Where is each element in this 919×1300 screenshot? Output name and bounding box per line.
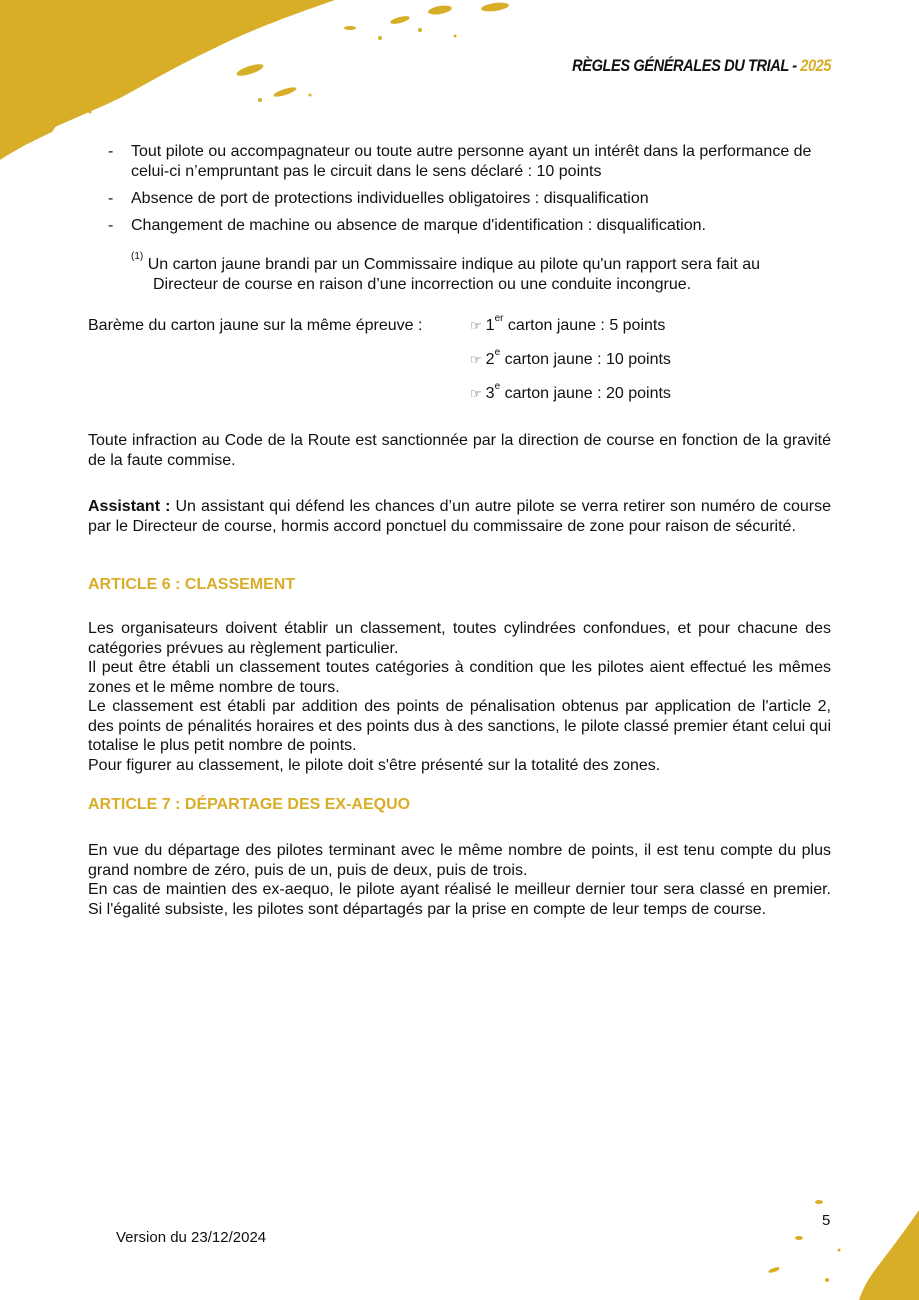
card-penalty: carton jaune : 5 points <box>503 317 666 334</box>
bullet-dash: - <box>108 190 114 207</box>
card-ordinal: e <box>494 347 501 358</box>
document-header-title <box>572 56 831 76</box>
card-number: 3 <box>485 385 495 402</box>
card-penalty: carton jaune : 10 points <box>500 351 671 368</box>
pointing-hand-icon: ☞ <box>470 386 482 401</box>
article-7-paragraph-1: En vue du départage des pilotes terminant avec le même nombre de points, il est tenu compte du plus grand nombre de zéro, puis de un, puis de deux, puis de trois. <box>88 842 831 879</box>
card-penalty: carton jaune : 20 points <box>500 385 671 402</box>
brush-stroke-bottom-right <box>759 1190 919 1300</box>
road-code-paragraph: Toute infraction au Code de la Route est sanctionnée par la direction de course en fonction de la gravité de la faute commise. <box>88 432 831 469</box>
assistant-text: Un assistant qui défend les chances d’un autre pilote se verra retirer son numéro de course par le Directeur de course, hormis accord ponctuel du commissaire de zone pour raison de sécurité. <box>88 498 832 535</box>
footnote-line2: Directeur de course en raison d’une incorrection ou une conduite incongrue. <box>153 275 692 293</box>
list-item <box>108 142 832 181</box>
article-6-paragraph-1: Les organisateurs doivent établir un classement, toutes cylindrées confondues, et pour chacune des catégories prévues au règlement particulier. <box>88 620 831 657</box>
pointing-hand-icon: ☞ <box>470 352 482 367</box>
article-7-heading: ARTICLE 7 : DÉPARTAGE DES EX-AEQUO <box>88 796 411 813</box>
footnote-marker: (1) <box>131 251 144 262</box>
footnote <box>131 251 831 294</box>
yellow-card-item <box>470 381 671 404</box>
header-title-year: 2025 <box>800 56 831 75</box>
bullet-dash: - <box>108 143 114 160</box>
card-number: 1 <box>485 317 495 334</box>
article-6-heading: ARTICLE 6 : CLASSEMENT <box>88 576 296 593</box>
list-item <box>108 216 832 236</box>
page-number: 5 <box>822 1212 831 1229</box>
bullet-text: Tout pilote ou accompagnateur ou toute autre personne ayant un intérêt dans la performance de celui-ci n’empruntant pas le circuit dans le sens déclaré : 10 points <box>131 143 812 180</box>
yellow-card-item <box>470 347 671 370</box>
pointing-hand-icon: ☞ <box>470 318 482 333</box>
article-6-paragraph-2: Il peut être établi un classement toutes catégories à condition que les pilotes aient effectué les mêmes zones et le même nombre de tours. <box>88 659 831 696</box>
bullet-text: Changement de machine ou absence de marque d'identification : disqualification. <box>131 217 706 234</box>
bullet-text: Absence de port de protections individuelles obligatoires : disqualification <box>131 190 649 207</box>
footnote-line1: Un carton jaune brandi par un Commissaire indique au pilote qu'un rapport sera fait au <box>147 256 760 273</box>
article-7-paragraph-2: En cas de maintien des ex-aequo, le pilote ayant réalisé le meilleur dernier tour sera classé en premier. Si l'égalité subsiste, les pilotes sont départagés par la prise en compte de leur temps de course. <box>88 881 831 918</box>
assistant-paragraph <box>88 497 831 536</box>
yellow-card-label: Barème du carton jaune sur la même épreuve : <box>88 317 423 334</box>
footer-version: Version du 23/12/2024 <box>116 1229 267 1246</box>
yellow-card-item <box>470 313 666 336</box>
article-6-paragraph-3: Le classement est établi par addition des points de pénalisation obtenus par application de l'article 2, des points de pénalités horaires et des points dus à des sanctions, le pilote classé premier étant celui qui totalise le plus petit nombre de points. <box>88 698 831 754</box>
card-ordinal: e <box>494 381 501 392</box>
assistant-label: Assistant : <box>88 498 171 515</box>
article-6-paragraph-4: Pour figurer au classement, le pilote doit s'être présenté sur la totalité des zones. <box>88 757 661 774</box>
card-number: 2 <box>485 351 495 368</box>
bullet-dash: - <box>108 217 114 234</box>
card-ordinal: er <box>494 313 504 324</box>
header-title-text: RÈGLES GÉNÉRALES DU TRIAL - <box>572 56 801 75</box>
list-item <box>108 189 832 209</box>
